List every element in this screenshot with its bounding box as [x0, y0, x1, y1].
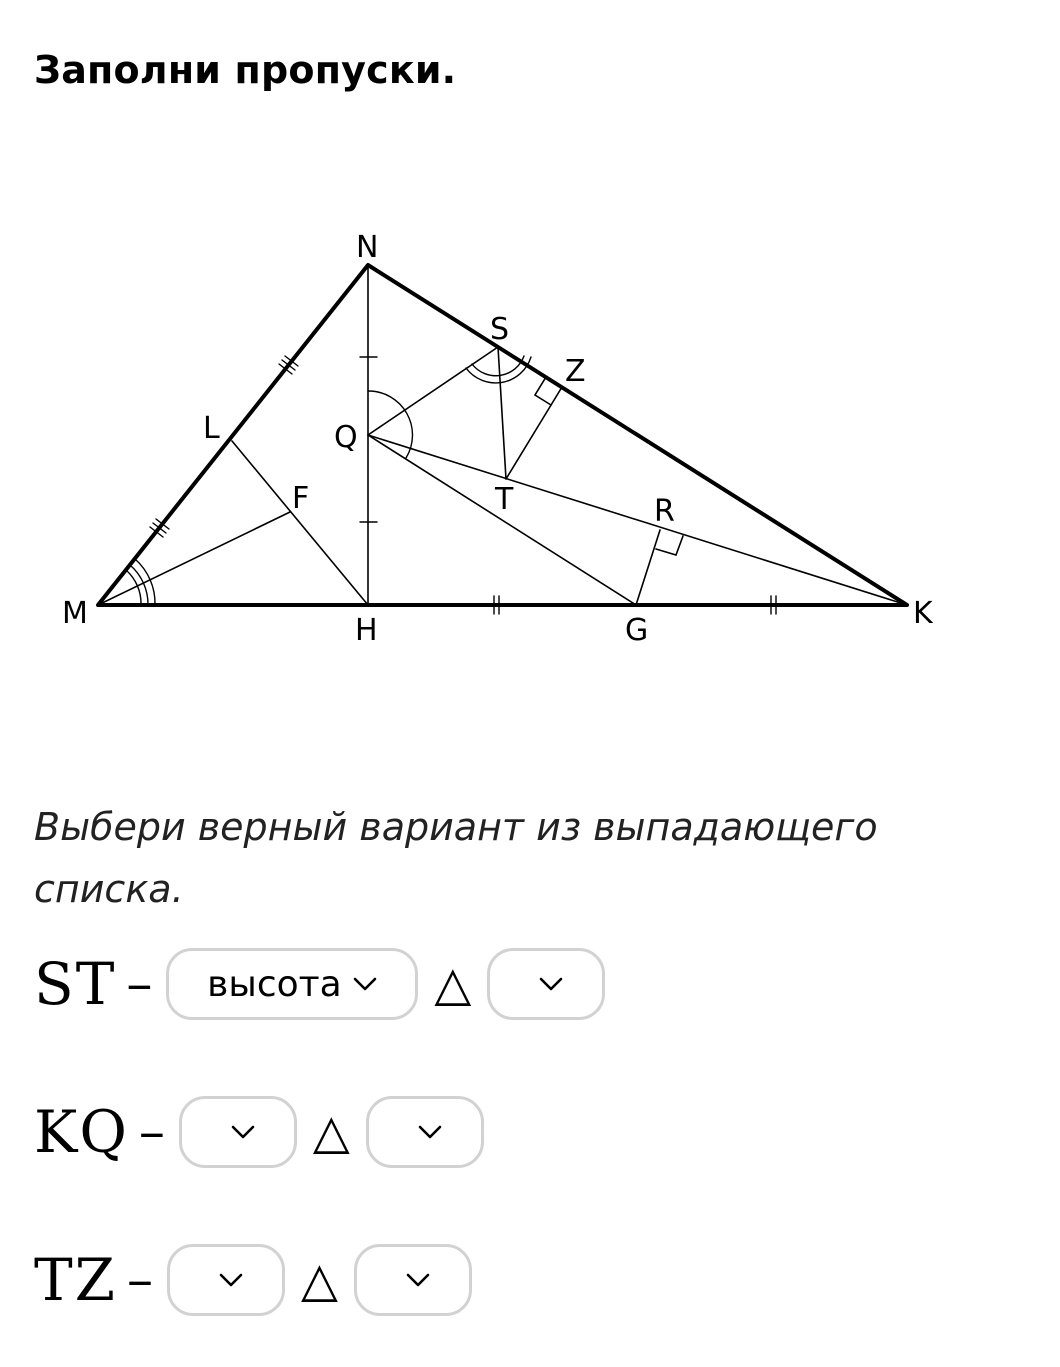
- label-m: M: [62, 596, 88, 631]
- segment-qg: [368, 435, 636, 605]
- dash: –: [126, 954, 153, 1014]
- triangle-figure: [0, 200, 1000, 660]
- triangle-dropdown[interactable]: [354, 1244, 472, 1316]
- segment-qs: [368, 347, 498, 435]
- line-type-dropdown[interactable]: [179, 1096, 297, 1168]
- label-z: Z: [565, 354, 586, 389]
- label-n: N: [356, 230, 379, 265]
- segment-qk: [368, 435, 907, 605]
- chevron-down-icon: [405, 1272, 431, 1288]
- chevron-down-icon: [538, 976, 564, 992]
- segment-hl: [232, 441, 368, 605]
- label-s: S: [490, 312, 510, 347]
- angle-arc-q: [368, 391, 412, 458]
- triangle-dropdown[interactable]: [487, 948, 605, 1020]
- dropdown-value: высота: [207, 963, 342, 1005]
- segment-tz: [506, 387, 562, 479]
- label-l: L: [203, 411, 220, 446]
- right-angle-r: [656, 536, 683, 555]
- chevron-down-icon: [230, 1124, 256, 1140]
- dash: –: [127, 1250, 153, 1310]
- triangle-symbol: △: [434, 956, 472, 1012]
- triangle-symbol: △: [301, 1252, 338, 1308]
- label-k: K: [913, 596, 933, 631]
- answer-row-tz: [34, 1244, 472, 1316]
- segment-label: KQ: [34, 1098, 129, 1166]
- chevron-down-icon: [218, 1272, 244, 1288]
- segment-st: [498, 347, 506, 479]
- dash: –: [138, 1102, 165, 1162]
- page-title: Заполни пропуски.: [34, 48, 457, 92]
- instruction-text: Выбери верный вариант из выпадающего списка.: [34, 805, 878, 911]
- chevron-down-icon: [417, 1124, 443, 1140]
- label-h: H: [355, 613, 378, 648]
- answer-row-kq: [34, 1096, 484, 1168]
- triangle-dropdown[interactable]: [366, 1096, 484, 1168]
- line-type-dropdown[interactable]: [166, 948, 418, 1020]
- segment-label: ST: [34, 950, 117, 1018]
- segment-label: TZ: [34, 1246, 117, 1314]
- answer-row-st: [34, 948, 605, 1020]
- segment-gr: [636, 530, 660, 605]
- label-q: Q: [334, 420, 358, 455]
- label-r: R: [654, 494, 675, 529]
- label-t: T: [495, 482, 514, 517]
- label-f: F: [292, 481, 310, 516]
- chevron-down-icon: [352, 976, 378, 992]
- line-type-dropdown[interactable]: [167, 1244, 285, 1316]
- label-g: G: [625, 613, 649, 648]
- triangle-symbol: △: [312, 1104, 350, 1160]
- segment-mf: [98, 512, 290, 605]
